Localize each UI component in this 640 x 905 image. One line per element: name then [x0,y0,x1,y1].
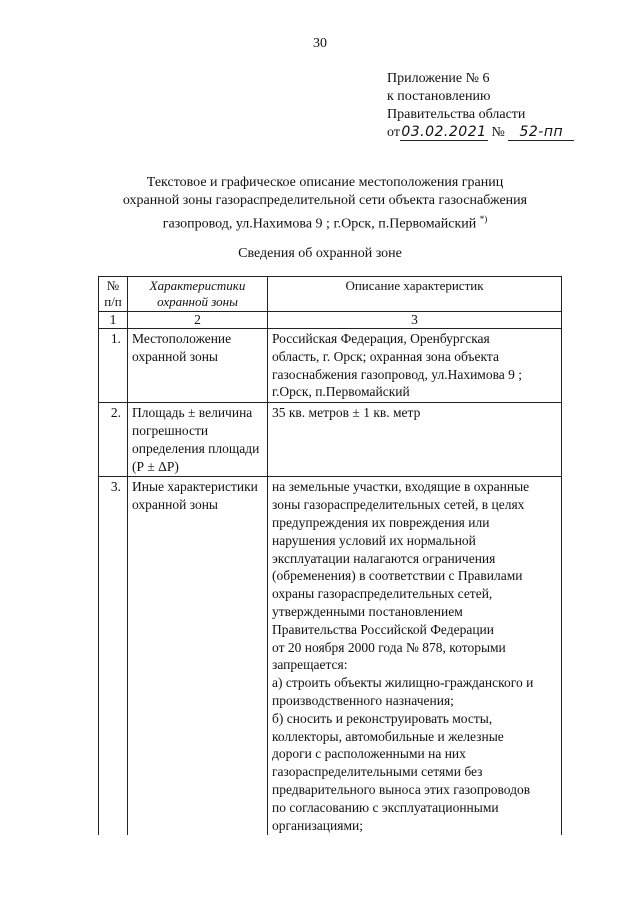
from-label: от [387,125,400,140]
description-line: запрещается: [272,657,348,673]
description-line: на земельные участки, входящие в охранные [272,479,530,495]
table-header-row [99,277,562,312]
description-line: 35 кв. метров ± 1 кв. метр [272,405,421,421]
description-line: охраны газораспределительных сетей, [272,586,493,602]
row-description [268,329,562,403]
annex-line-2: к постановлению [387,89,491,104]
footnote-mark: *) [479,214,488,224]
description-line: газораспределительными сетями без [272,764,483,780]
row-name: Иные характеристики охранной зоны [128,477,268,835]
page-number: 30 [313,36,327,51]
description-line: коллекторы, автомобильные и железные [272,728,504,744]
table-row [99,329,562,403]
annex-date-line [387,124,574,142]
description-line: от 20 ноября 2000 года № 878, которыми [272,639,506,655]
table-row [99,477,562,835]
row-number: 1. [99,329,128,403]
title-line-3-text: газопровод, ул.Нахимова 9 ; г.Орск, п.Первомайский [162,216,477,232]
row-description [268,477,562,835]
table-index-row [99,312,562,329]
description-line: а) строить объекты жилищно-гражданского и [272,675,534,691]
title-line-2: охранной зоны газораспределительной сети объекта газоснабжения [122,193,528,208]
description-line: дороги с расположенными на них [272,746,466,762]
row-name: Местоположение охранной зоны [128,329,268,403]
description-line: производственного назначения; [272,692,454,708]
header-number: № п/п [99,277,128,312]
section-subtitle: Сведения об охранной зоне [238,246,402,261]
description-line: (обременения) в соответствии с Правилами [272,568,523,584]
description-line: Российская Федерация, Оренбургская [272,331,490,346]
description-line: эксплуатации налагаются ограничения [272,550,496,566]
index-cell-1: 1 [99,312,128,329]
description-line: Правительства Российской Федерации [272,621,494,637]
row-description [268,403,562,477]
description-line: предупреждения их повреждения или [272,514,490,530]
description-line: организациями; [272,817,363,833]
number-label: № [491,125,505,140]
title-line-3 [110,210,540,234]
description-line: б) сносить и реконструировать мосты, [272,710,493,726]
header-characteristics: Характеристики охранной зоны [128,277,268,312]
index-cell-3: 3 [268,312,562,329]
description-line: газоснабжения газопровод, ул.Нахимова 9 ; [272,366,523,382]
document-title [110,174,540,234]
title-line-1: Текстовое и графическое описание местоположения границ [146,175,504,190]
annex-line-1: Приложение № 6 [387,71,490,86]
header-description: Описание характеристик [268,277,562,312]
annex-block [387,70,574,142]
row-name: Площадь ± величина погрешности определения площади (Р ± ΔР) [128,403,268,477]
description-line: г.Орск, п.Первомайский [272,384,410,400]
handwritten-date: 03.02.2021 [401,124,487,140]
row-number: 3. [99,477,128,835]
description-line: предварительного выноса этих газопроводов [272,781,531,797]
description-line: зоны газораспределительных сетей, в целях [272,497,525,513]
index-cell-2: 2 [128,312,268,329]
description-line: область, г. Орск; охранная зона объекта [272,348,499,364]
handwritten-number: 52-пп [508,124,574,141]
table-row [99,403,562,477]
annex-line-3: Правительства области [387,107,526,122]
row-number: 2. [99,403,128,477]
description-line: утвержденными постановлением [272,603,463,619]
description-line: по согласованию с эксплуатационными [272,799,499,815]
description-line: нарушения условий их нормальной [272,532,476,548]
protection-zone-table [98,276,562,835]
